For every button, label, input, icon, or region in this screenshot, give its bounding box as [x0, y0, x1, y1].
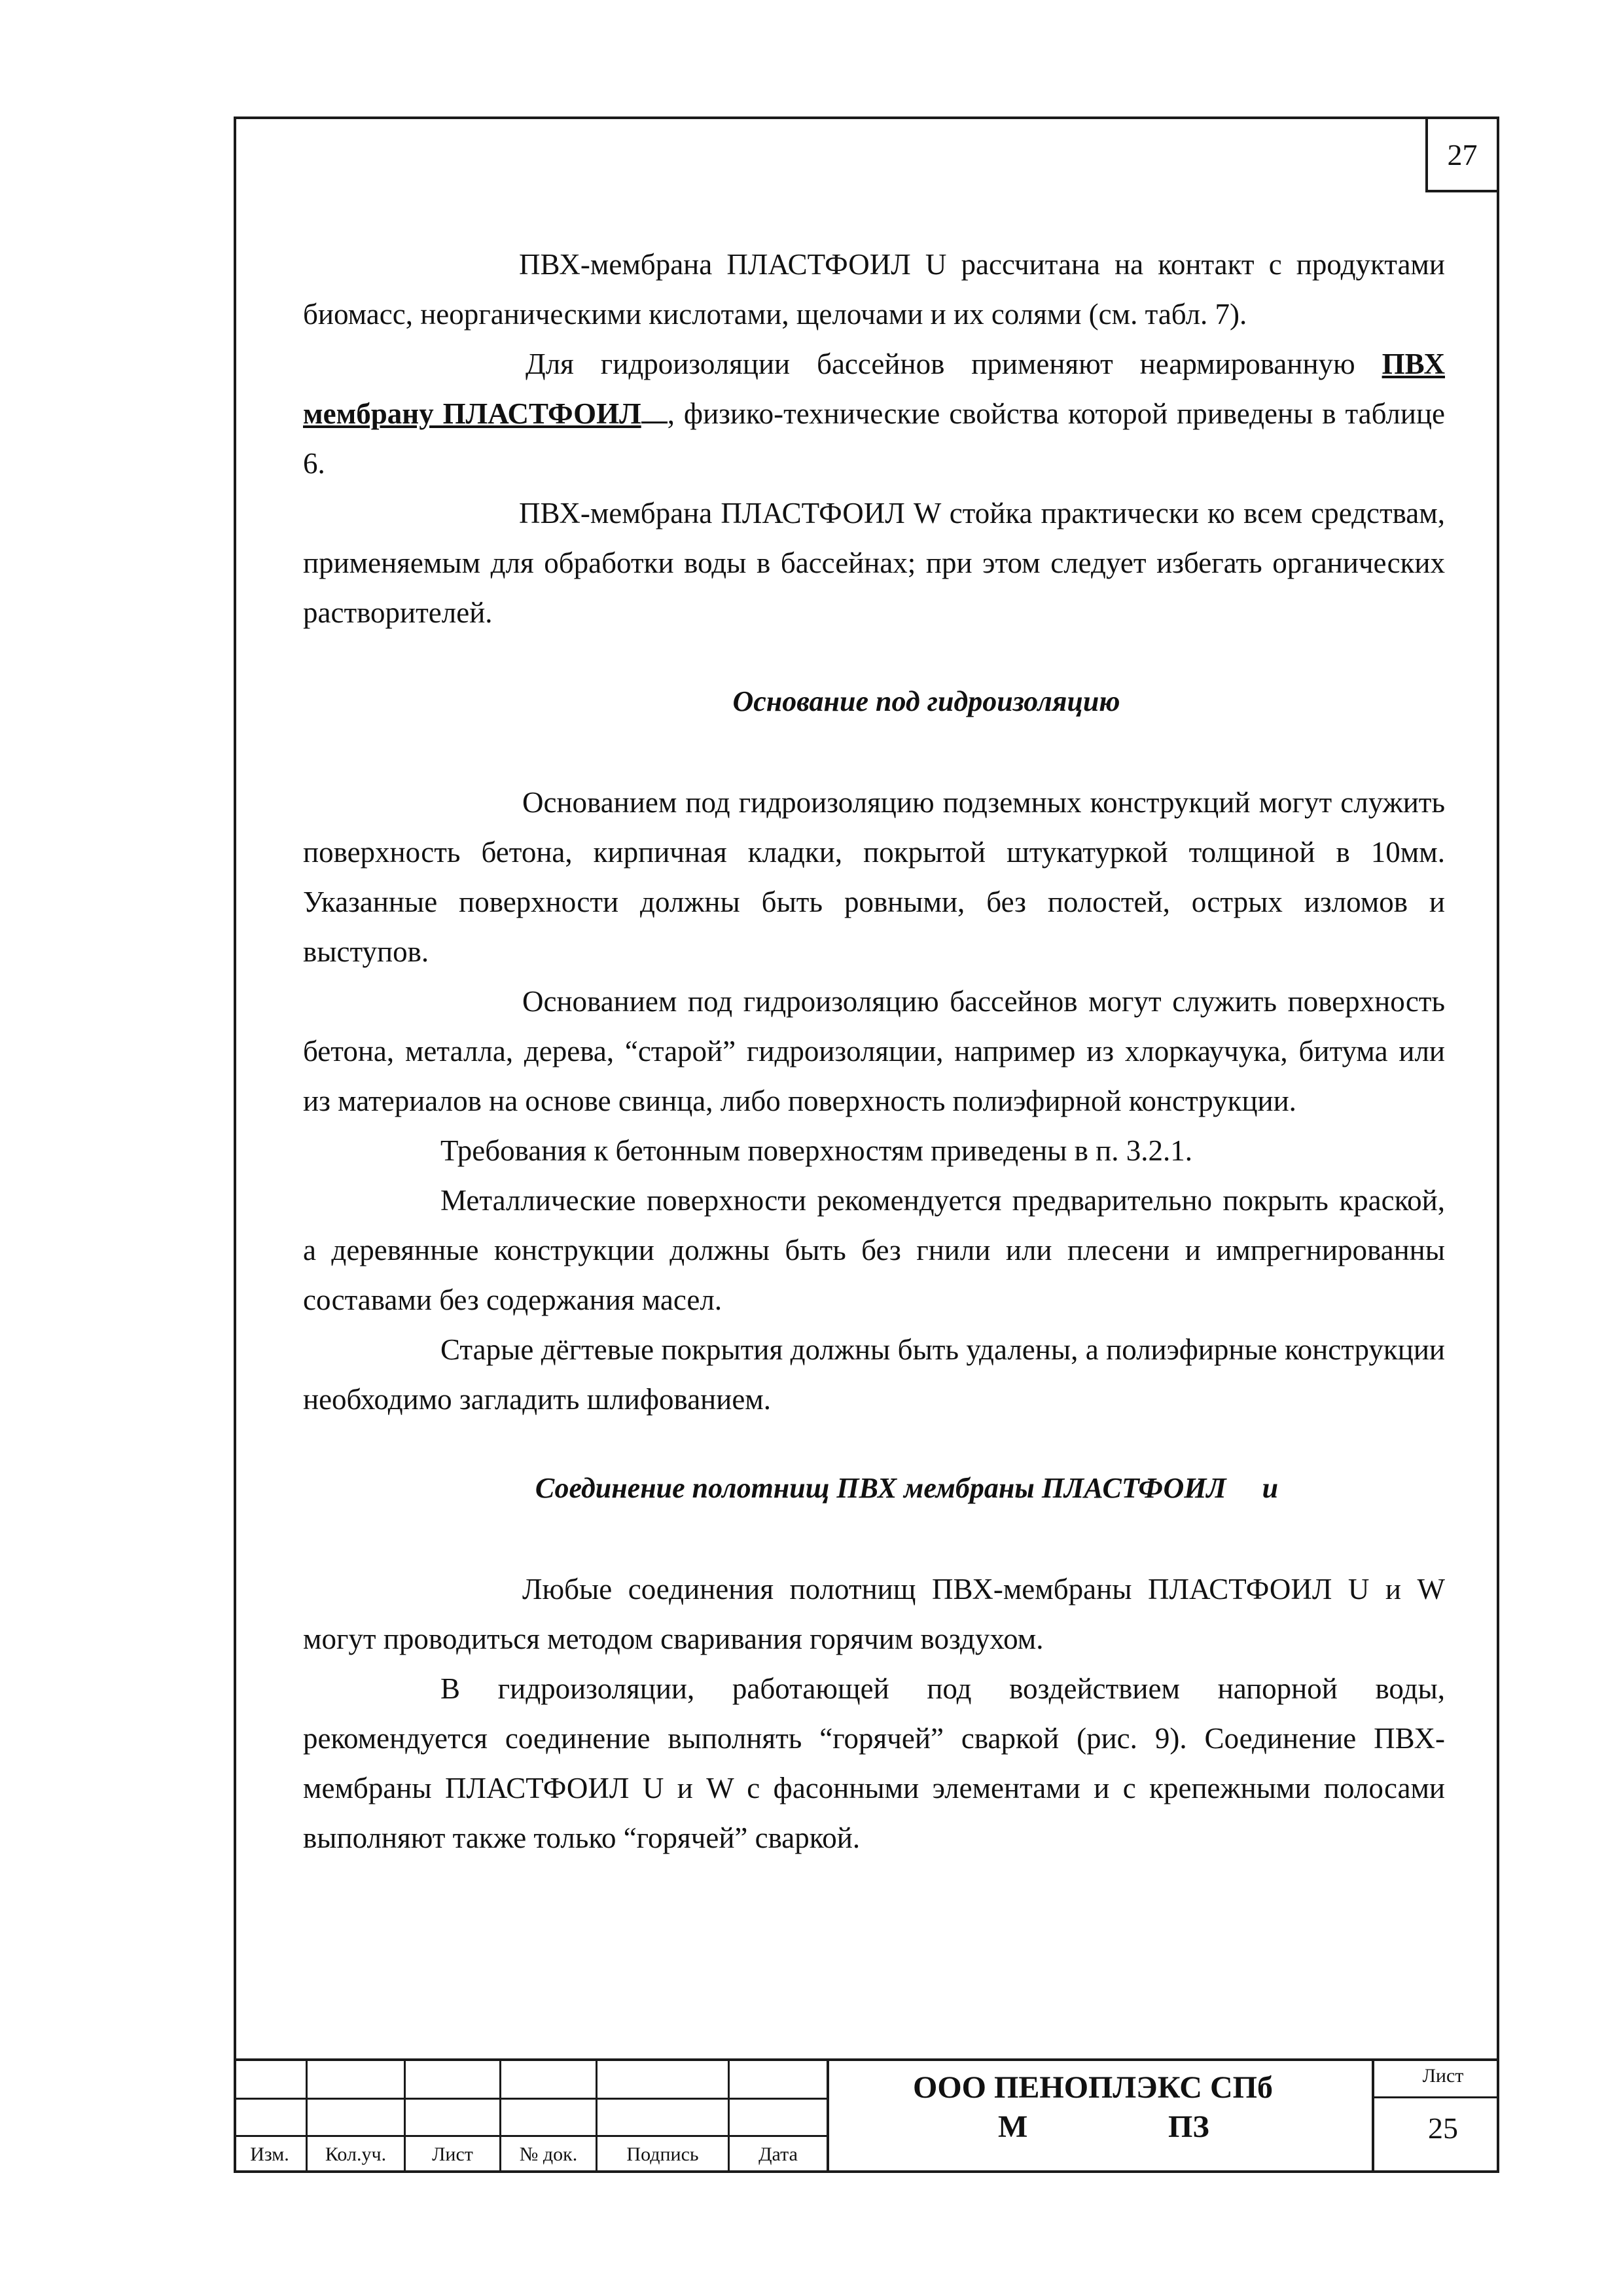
paragraph-text: , физико-технические свойства которой приведены в таблице 6. — [303, 397, 1445, 480]
paragraph: Основанием под гидроизоляцию подземных конструкций могут служить поверхность бетона, кирпичная кладки, покрытой штукатуркой толщиной в 10мм. Указанные поверхности должны быть ровными, без полостей, острых изломов и выступов. — [303, 786, 1445, 968]
sheet-number: 25 — [1428, 2111, 1458, 2145]
paragraph: ПВХ-мембрана ПЛАСТФОИЛ U рассчитана на контакт с продуктами биомасс, неорганическими кислотами, щелочами и их солями (см. табл. 7). — [303, 248, 1445, 331]
paragraph: Основанием под гидроизоляцию бассейнов могут служить поверхность бетона, металла, дерева, “старой” гидроизоляции, например из хлоркаучука, битума или из материалов на основе свинца, либо поверхность полиэфирной конструкции. — [303, 985, 1445, 1117]
paragraph: Любые соединения полотнищ ПВХ-мембраны ПЛАСТФОИЛ U и W могут проводиться методом сваривания горячим воздухом. — [303, 1573, 1445, 1655]
section-heading — [303, 1463, 1445, 1513]
paragraph: Требования к бетонным поверхностям приведены в п. 3.2.1. — [440, 1134, 1192, 1167]
col-kol-uch: Кол.уч. — [325, 2144, 387, 2165]
paragraph: ПВХ-мембрана ПЛАСТФОИЛ W стойка практически ко всем средствам, применяемым для обработки воды в бассейнах; при этом следует избегать органических растворителей. — [303, 497, 1445, 629]
col-list: Лист — [432, 2144, 473, 2165]
paragraph — [303, 339, 1445, 488]
org-line-2a: М — [998, 2109, 1028, 2144]
col-izm: Изм. — [250, 2144, 289, 2165]
paragraph-text: Для гидроизоляции бассейнов применяют неармированную — [526, 348, 1382, 380]
underline-blank — [641, 395, 668, 423]
page-number: 27 — [1425, 117, 1499, 192]
paragraph: Старые дёгтевые покрытия должны быть удалены, а полиэфирные конструкции необходимо загладить шлифованием. — [303, 1333, 1445, 1416]
paragraph: В гидроизоляции, работающей под воздействием напорной воды, рекомендуется соединение выполнять “горячей” сваркой (рис. 9). Соединение ПВХ-мембраны ПЛАСТФОИЛ U и W с фасонными элементами и с крепежными полосами выполняют также только “горячей” сваркой. — [303, 1672, 1445, 1854]
membrane-link-text: ПВХ мембрану ПЛАСТФОИЛ — [303, 348, 1445, 430]
paragraph: Металлические поверхности рекомендуется предварительно покрыть краской, а деревянные конструкции должны быть без гнили или плесени и импрегнированны составами без содержания масел. — [303, 1184, 1445, 1316]
heading-text: Соединение полотнищ ПВХ мембраны ПЛАСТФОИЛ — [535, 1472, 1226, 1504]
document-body — [303, 240, 1445, 1863]
org-line-1: ООО ПЕНОПЛЭКС СПб — [913, 2070, 1273, 2105]
col-doc-no: № док. — [519, 2144, 578, 2165]
heading-tail: и — [1262, 1472, 1279, 1504]
org-line-2b: ПЗ — [1168, 2109, 1209, 2144]
col-signature: Подпись — [626, 2144, 699, 2165]
col-date: Дата — [758, 2144, 798, 2165]
sheet-label: Лист — [1422, 2065, 1464, 2087]
section-heading: Основание под гидроизоляцию — [732, 685, 1120, 717]
